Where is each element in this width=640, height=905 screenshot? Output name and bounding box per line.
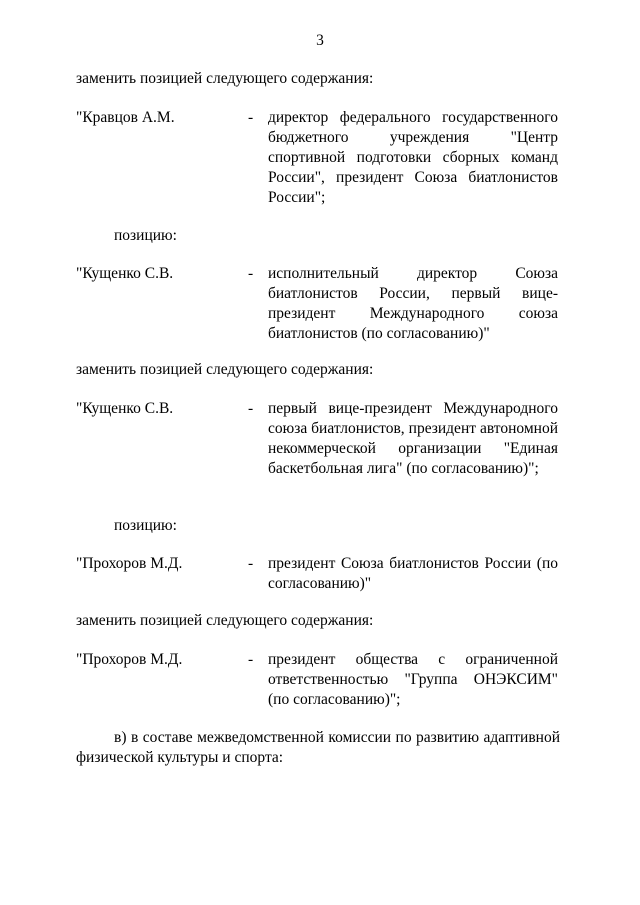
entry-dash: - <box>248 265 254 282</box>
entry-kushchenko-new <box>76 399 560 519</box>
entry-name: "Прохоров М.Д. <box>76 651 183 668</box>
replace-instruction-3: заменить позицией следующего содержания: <box>76 612 374 629</box>
entry-description: президент Союза биатлонистов России (по согласованию)" <box>268 555 558 592</box>
entry-dash: - <box>248 109 254 126</box>
entry-kravtsov <box>76 108 560 228</box>
entry-description: первый вице-президент Международного союза биатлонистов, президент автономной некоммерческой организации "Единая баскетбольная лига" (по согласованию)"; <box>268 400 558 477</box>
position-label-1: позицию: <box>114 227 177 244</box>
position-label-2: позицию: <box>114 517 177 534</box>
replace-instruction-2: заменить позицией следующего содержания: <box>76 361 374 378</box>
entry-name: "Кущенко С.В. <box>76 265 174 282</box>
page-number: 3 <box>316 32 324 49</box>
entry-description: исполнительный директор Союза биатлонистов России, первый вице-президент Международного союза биатлонистов (по согласованию)" <box>268 265 558 342</box>
entry-dash: - <box>248 400 254 417</box>
entry-name: "Кравцов А.М. <box>76 109 175 126</box>
section-v-paragraph: в) в составе межведомственной комиссии по развитию адаптивной физической культуры и спорта: <box>76 729 560 766</box>
entry-dash: - <box>248 555 254 572</box>
replace-instruction-1: заменить позицией следующего содержания: <box>76 70 374 87</box>
entry-name: "Прохоров М.Д. <box>76 555 183 572</box>
entry-dash: - <box>248 651 254 668</box>
entry-name: "Кущенко С.В. <box>76 400 174 417</box>
entry-description: президент общества с ограниченной ответственностью "Группа ОНЭКСИМ" (по согласованию)"; <box>268 651 558 708</box>
entry-description: директор федерального государственного бюджетного учреждения "Центр спортивной подготовки сборных команд России", президент Союза биатлонистов России"; <box>268 109 558 206</box>
